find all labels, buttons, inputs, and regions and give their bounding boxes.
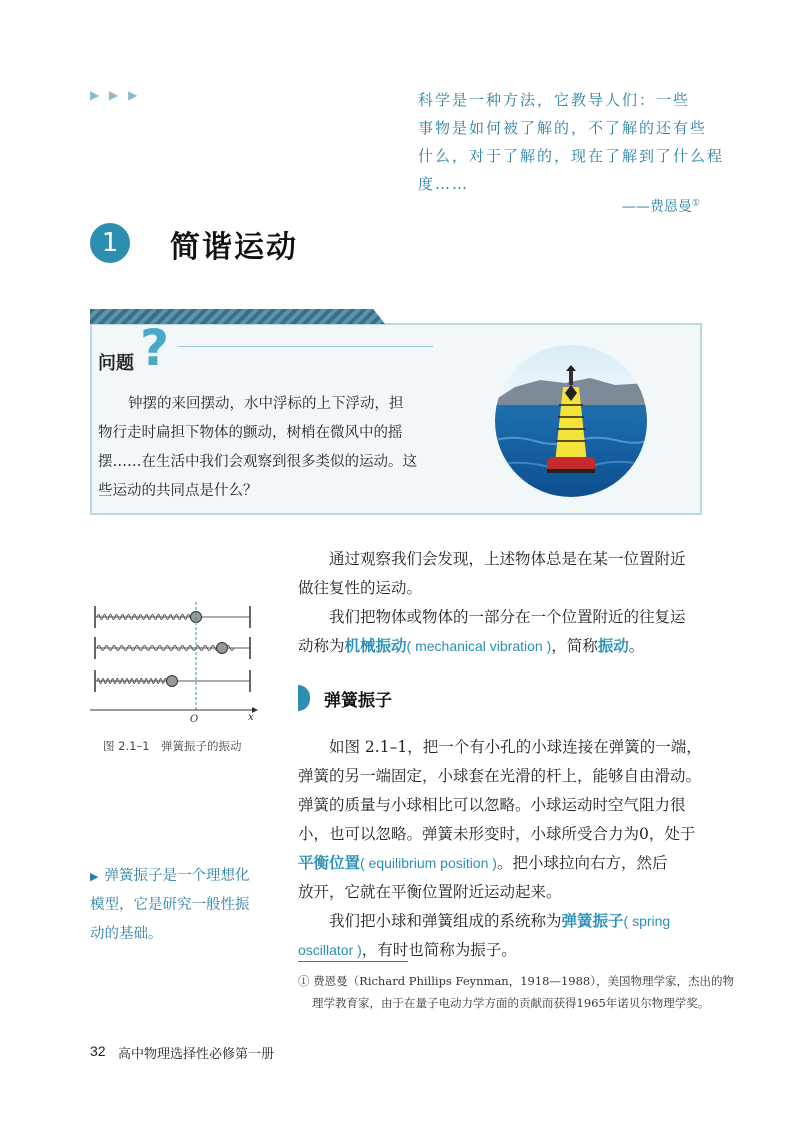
side-note-line: 模型，它是研究一般性振	[90, 897, 250, 913]
intro-text: 。	[628, 637, 645, 655]
quote-line: 度……	[418, 175, 470, 193]
body-text: ，有时也简称为振子。	[361, 941, 517, 959]
buoy-illustration	[495, 345, 647, 497]
intro-text: ，简称	[551, 637, 598, 655]
body-line: 放开，它就在平衡位置附近运动起来。	[298, 883, 562, 901]
side-note-line	[90, 862, 280, 891]
decorative-arrows: ▶ ▶ ▶	[90, 88, 141, 102]
quote-line: 科学是一种方法，它教导人们：一些	[418, 91, 691, 109]
side-note-line: 动的基础。	[90, 926, 163, 942]
intro-paragraph-1	[298, 545, 703, 603]
spring-diagram	[90, 600, 260, 725]
subsection-marker	[298, 685, 310, 711]
footnote-rule	[298, 961, 408, 962]
side-note	[90, 862, 280, 949]
quote-author	[622, 196, 700, 216]
body-line	[298, 907, 703, 936]
question-line: 钟摆的来回摆动，水中浮标的上下浮动，担	[128, 396, 404, 412]
page-number: 32	[90, 1043, 106, 1059]
term-spring-oscillator: 弹簧振子	[561, 912, 624, 930]
figure-caption: 图 2.1–1 弹簧振子的振动	[103, 739, 242, 753]
footnote-line: ① 费恩曼（Richard Phillips Feynman，1918—1988），美国物理学家，杰出的物	[298, 974, 734, 988]
section-title: 简谐运动	[170, 230, 298, 265]
question-mark-icon: ?	[140, 319, 170, 377]
body-paragraph	[298, 733, 703, 965]
section-number-badge: 1	[90, 223, 130, 263]
question-line: 物行走时扁担下物体的颤动，树梢在微风中的摇	[98, 425, 403, 441]
body-line: 弹簧的另一端固定，小球套在光滑的杆上，能够自由滑动。	[298, 767, 702, 785]
question-line: 些运动的共同点是什么？	[98, 483, 258, 499]
origin-label: O	[190, 714, 199, 725]
question-line: 摆……在生活中我们会观察到很多类似的运动。这	[98, 454, 417, 470]
body-text: 我们把小球和弹簧组成的系统称为	[329, 912, 562, 930]
footnote	[298, 970, 734, 1014]
term-equilibrium-position: 平衡位置	[298, 854, 361, 872]
quote-line: 事物是如何被了解的，不了解的还有些	[418, 119, 708, 137]
quote-author-name: ——费恩曼	[621, 199, 692, 215]
body-line: 如图 2.1–1，把一个有小孔的小球连接在弹簧的一端，	[329, 738, 702, 756]
intro-paragraph-2	[298, 603, 703, 661]
body-line: 弹簧的质量与小球相比可以忽略。小球运动时空气阻力很	[298, 796, 686, 814]
intro-line: 通过观察我们会发现，上述物体总是在某一位置附近	[329, 550, 686, 568]
term-vibration: 振动	[597, 637, 629, 655]
footnote-ref[interactable]: ①	[691, 198, 700, 209]
footnote-line: 理学教育家，由于在量子电动力学方面的贡献而获得1965年诺贝尔物理学奖。	[312, 996, 710, 1010]
body-line	[298, 849, 703, 878]
intro-line: 做往复性的运动。	[298, 579, 423, 597]
spring-oscillator-figure	[90, 600, 260, 725]
term-english: ( equilibrium position )	[360, 855, 497, 871]
term-english: oscillator )	[298, 942, 362, 958]
term-mechanical-vibration: 机械振动	[344, 637, 407, 655]
question-text	[98, 390, 438, 506]
triangle-bullet-icon: ▶	[90, 870, 99, 883]
intro-line: 我们把物体或物体的一部分在一个位置附近的往复运	[329, 608, 686, 626]
term-english: ( spring	[623, 913, 671, 929]
intro-line	[298, 632, 703, 661]
buoy-photo	[495, 345, 647, 497]
body-line: 小，也可以忽略。弹簧未形变时，小球所受合力为0，处于	[298, 825, 696, 843]
intro-text: 动称为	[298, 637, 345, 655]
question-heading-rule	[178, 346, 433, 347]
term-english: ( mechanical vibration )	[406, 638, 552, 654]
quote-line: 什么，对于了解的，现在了解到了什么程	[418, 147, 725, 165]
side-note-text: 弹簧振子是一个理想化	[104, 868, 250, 884]
subsection-title: 弹簧振子	[324, 691, 392, 711]
book-title: 高中物理选择性必修第一册	[118, 1047, 275, 1062]
axis-label: x	[248, 712, 254, 723]
question-box-stripe	[90, 309, 385, 324]
body-text: 。把小球拉向右方，然后	[496, 854, 668, 872]
opening-quote	[418, 86, 725, 198]
question-heading: 问题	[98, 353, 134, 374]
